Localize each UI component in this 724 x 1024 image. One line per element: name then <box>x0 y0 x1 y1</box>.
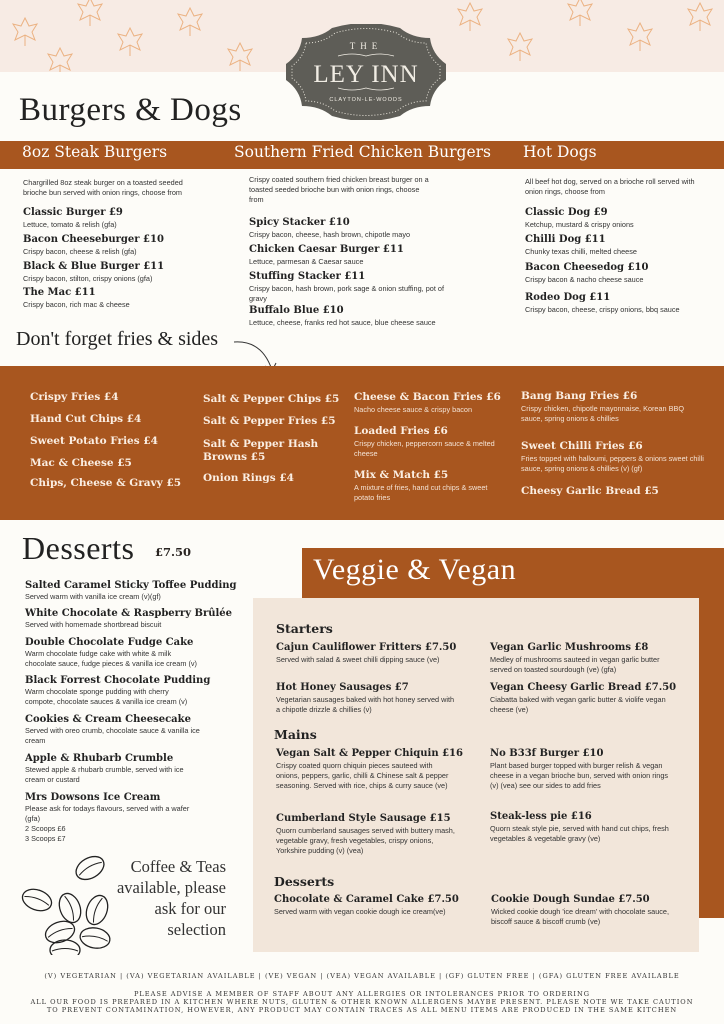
menu-item-name: Hot Honey Sausages £7 <box>276 682 409 693</box>
menu-item-name: Buffalo Blue £10 <box>249 305 344 316</box>
menu-item-name: Chicken Caesar Burger £11 <box>249 244 404 255</box>
steak-burgers-heading: 8oz Steak Burgers <box>22 143 168 161</box>
dietary-key: (V) VEGETARIAN | (VA) VEGETARIAN AVAILABLE | (VE) VEGAN | (VEA) VEGAN AVAILABLE | (GF) GLUTEN FREE | (GFA) GLUTEN FREE AVAILABLE <box>44 972 680 980</box>
steak-intro: Chargrilled 8oz steak burger on a toasted seeded brioche bun served with onion rings, choose from <box>23 178 183 197</box>
menu-item-description: Crispy bacon, cheese, crispy onions, bbq sauce <box>525 305 680 314</box>
hot-dogs-heading: Hot Dogs <box>523 143 597 161</box>
menu-item-name: Chilli Dog £11 <box>525 234 606 245</box>
burgers-dogs-title: Burgers & Dogs <box>19 92 242 128</box>
menu-item-description: Served with homemade shortbread biscuit <box>25 620 162 629</box>
menu-item-name: Salt & Pepper Hash Browns £5 <box>203 438 319 463</box>
veggie-desserts-heading: Desserts <box>274 874 335 889</box>
menu-item-name: Cumberland Style Sausage £15 <box>276 813 451 824</box>
menu-item-name: Sweet Chilli Fries £6 <box>521 440 643 452</box>
menu-item-name: Hand Cut Chips £4 <box>30 413 142 425</box>
leaf-icon <box>228 43 252 71</box>
menu-item-name: Chocolate & Caramel Cake £7.50 <box>274 894 459 905</box>
leaf-icon <box>48 48 72 72</box>
menu-item-name: No B33f Burger £10 <box>490 748 604 759</box>
menu-item-name: Salt & Pepper Fries £5 <box>203 415 336 427</box>
menu-item-description: Crispy bacon, rich mac & cheese <box>23 300 130 309</box>
menu-item-name: Classic Burger £9 <box>23 207 123 218</box>
menu-item-name: Spicy Stacker £10 <box>249 217 350 228</box>
coffee-bean-icon <box>42 917 77 946</box>
allergy-notice-3: TO PREVENT CONTAMINATION, HOWEVER, ANY PRODUCT MAY CONTAIN TRACES AS ALL MENU ITEMS ARE PRODUCED IN THE SAME KITCHEN <box>46 1006 678 1014</box>
menu-item-name: Double Chocolate Fudge Cake <box>25 637 194 648</box>
menu-item-description: Stewed apple & rhubarb crumble, served with ice cream or custard <box>25 765 184 784</box>
menu-item-description: Served with salad & sweet chilli dipping sauce (ve) <box>276 655 440 664</box>
menu-item-description: Please ask for todays flavours, served with a wafer (gfa) 2 Scoops £6 3 Scoops £7 <box>25 804 190 843</box>
leaf-icon <box>458 3 482 31</box>
veggie-mains-heading: Mains <box>274 727 317 742</box>
menu-item-name: Cookies & Cream Cheesecake <box>25 714 191 725</box>
menu-item-name: Classic Dog £9 <box>525 207 608 218</box>
menu-item-description: Warm chocolate fudge cake with white & milk chocolate sauce, fudge pieces & vanilla ice cream (v) <box>25 649 197 668</box>
menu-item-description: Served warm with vegan cookie dough ice cream(ve) <box>274 907 446 916</box>
menu-item-name: Bacon Cheeseburger £10 <box>23 234 164 245</box>
leaf-icon <box>628 23 652 51</box>
leaf-icon <box>568 0 592 26</box>
menu-item-description: Crispy bacon, cheese & relish (gfa) <box>23 247 137 256</box>
logo-location: CLAYTON-LE-WOODS <box>329 97 403 103</box>
menu-item-description: Medley of mushrooms sauteed in vegan garlic butter served on toasted sourdough (ve) (gfa) <box>490 655 660 674</box>
menu-item-name: Cajun Cauliflower Fritters £7.50 <box>276 642 457 653</box>
menu-item-description: Quorn steak style pie, served with hand cut chips, fresh vegetables & vegetable gravy (ve) <box>490 824 669 843</box>
menu-item-name: Bang Bang Fries £6 <box>521 390 638 402</box>
desserts-price: £7.50 <box>155 545 192 559</box>
menu-item-name: Vegan Cheesy Garlic Bread £7.50 <box>490 682 677 693</box>
menu-item-description: Crispy bacon, hash brown, pork sage & onion stuffing, pot of gravy <box>249 284 444 303</box>
desserts-title: Desserts <box>22 530 135 566</box>
menu-item-name: Crispy Fries £4 <box>30 391 119 403</box>
logo <box>280 24 452 120</box>
menu-item-description: Fries topped with halloumi, peppers & onions sweet chilli sauce, spring onions & chillies (v) (gf) <box>521 454 704 473</box>
menu-item-name: Mrs Dowsons Ice Cream <box>25 792 161 803</box>
menu-item-name: Steak-less pie £16 <box>490 811 592 822</box>
menu-item-description: Quorn cumberland sausages served with buttery mash, vegetable gravy, fresh vegetables, crispy onions, Yorkshire pudding (v) (vea) <box>276 826 455 855</box>
menu-item-name: Stuffing Stacker £11 <box>249 271 366 282</box>
menu-item-description: Served with oreo crumb, chocolate sauce & vanilla ice cream <box>25 726 200 745</box>
menu-item-name: Bacon Cheesedog £10 <box>525 262 649 273</box>
menu-item-name: Salted Caramel Sticky Toffee Pudding <box>25 580 237 591</box>
menu-item-description: Crispy bacon & nacho cheese sauce <box>525 275 644 284</box>
menu-item-name: Rodeo Dog £11 <box>525 292 611 303</box>
menu-item-name: Chips, Cheese & Gravy £5 <box>30 477 182 489</box>
menu-item-description: Warm chocolate sponge pudding with cherry compote, chocolate sauces & vanilla ice cream (v) <box>25 687 188 706</box>
chicken-burgers-heading: Southern Fried Chicken Burgers <box>234 143 491 161</box>
menu-item-description: Crispy bacon, stilton, crispy onions (gfa) <box>23 274 153 283</box>
leaf-icon <box>13 18 37 46</box>
menu-item-description: Ketchup, mustard & crispy onions <box>525 220 634 229</box>
menu-item-description: Lettuce, parmesan & Caesar sauce <box>249 257 364 266</box>
menu-item-name: Mac & Cheese £5 <box>30 457 132 469</box>
leaf-icon <box>508 33 532 61</box>
menu-item-description: Ciabatta baked with vegan garlic butter & violife vegan cheese (ve) <box>490 695 666 714</box>
fries-callout: Don't forget fries & sides <box>16 328 219 350</box>
leaf-icon <box>688 3 712 31</box>
menu-item-name: Vegan Garlic Mushrooms £8 <box>490 642 649 653</box>
coffee-bean-icon <box>19 885 54 914</box>
menu-item-name: Black & Blue Burger £11 <box>23 261 165 272</box>
leaf-icon <box>178 8 202 36</box>
menu-item-name: Vegan Salt & Pepper Chiquin £16 <box>276 748 463 759</box>
allergy-notice-1: PLEASE ADVISE A MEMBER OF STAFF ABOUT ANY ALLERGIES OR INTOLERANCES PRIOR TO ORDERING <box>133 990 591 998</box>
menu-item-description: A mixture of fries, hand cut chips & sweet potato fries <box>354 483 488 502</box>
menu-item-description: Lettuce, cheese, franks red hot sauce, blue cheese sauce <box>249 318 436 327</box>
menu-item-description: Lettuce, tomato & relish (gfa) <box>23 220 117 229</box>
logo-the: THE <box>349 41 383 51</box>
menu-item-name: Salt & Pepper Chips £5 <box>203 393 340 405</box>
menu-item-description: Crispy chicken, peppercorn sauce & melted cheese <box>354 439 495 458</box>
menu-item-name: Apple & Rhubarb Crumble <box>25 753 174 764</box>
menu-item-name: White Chocolate & Raspberry Brûlée <box>25 608 233 619</box>
menu-item-description: Served warm with vanilla ice cream (v)(gf) <box>25 592 161 601</box>
menu-item-name: Cheese & Bacon Fries £6 <box>354 391 501 403</box>
menu-item-description: Nacho cheese sauce & crispy bacon <box>354 405 473 414</box>
menu-item-description: Vegetarian sausages baked with hot honey served with a chipotle drizzle & chillies (v) <box>276 695 455 714</box>
coffee-bean-icon <box>55 890 84 925</box>
menu-item-name: Cookie Dough Sundae £7.50 <box>491 894 650 905</box>
menu-item-description: Crispy coated quorn chiquin pieces sauteed with onions, peppers, garlic, chilli & Chinese salt & pepper seasoning. Served with rice, chips & curry sauce (ve) <box>276 761 449 790</box>
veggie-title: Veggie & Vegan <box>313 553 517 586</box>
menu-item-name: Black Forrest Chocolate Pudding <box>25 675 211 686</box>
leaf-icon <box>118 28 142 56</box>
leaf-icon <box>78 0 102 26</box>
menu-item-description: Chunky texas chilli, melted cheese <box>525 247 637 256</box>
menu-item-name: The Mac £11 <box>23 287 96 298</box>
chicken-intro: Crispy coated southern fried chicken breast burger on a toasted seeded brioche bun with onion rings, choose from <box>249 175 429 204</box>
menu-item-description: Plant based burger topped with burger relish & vegan cheese in a vegan brioche bun, served with onion rings (v) (vea) see our sides to add fries <box>490 761 669 790</box>
menu-item-description: Wicked cookie dough 'ice dream' with chocolate sauce, biscoff sauce & biscoff crumb (ve) <box>491 907 670 926</box>
allergy-notice-2: ALL OUR FOOD IS PREPARED IN A KITCHEN WHERE NUTS, GLUTEN & OTHER KNOWN ALLERGENS MAYBE PRESENT. PLEASE NOTE WE TAKE CAUTION <box>30 998 694 1006</box>
menu-item-name: Sweet Potato Fries £4 <box>30 435 158 447</box>
menu-item-description: Crispy bacon, cheese, hash brown, chipotle mayo <box>249 230 411 239</box>
menu-item-name: Cheesy Garlic Bread £5 <box>521 485 659 497</box>
hotdogs-intro: All beef hot dog, served on a brioche roll served with onion rings, choose from <box>525 177 695 196</box>
veggie-starters-heading: Starters <box>276 621 333 636</box>
menu-item-name: Mix & Match £5 <box>354 469 449 481</box>
logo-name: LEY INN <box>313 61 419 88</box>
menu-item-name: Loaded Fries £6 <box>354 425 448 437</box>
menu-item-name: Onion Rings £4 <box>203 472 294 484</box>
coffee-bean-icon <box>50 940 80 955</box>
menu-item-description: Crispy chicken, chipotle mayonnaise, Korean BBQ sauce, spring onions & chillies <box>521 404 685 423</box>
coffee-note: Coffee & Teas available, please ask for our selection <box>116 857 226 939</box>
